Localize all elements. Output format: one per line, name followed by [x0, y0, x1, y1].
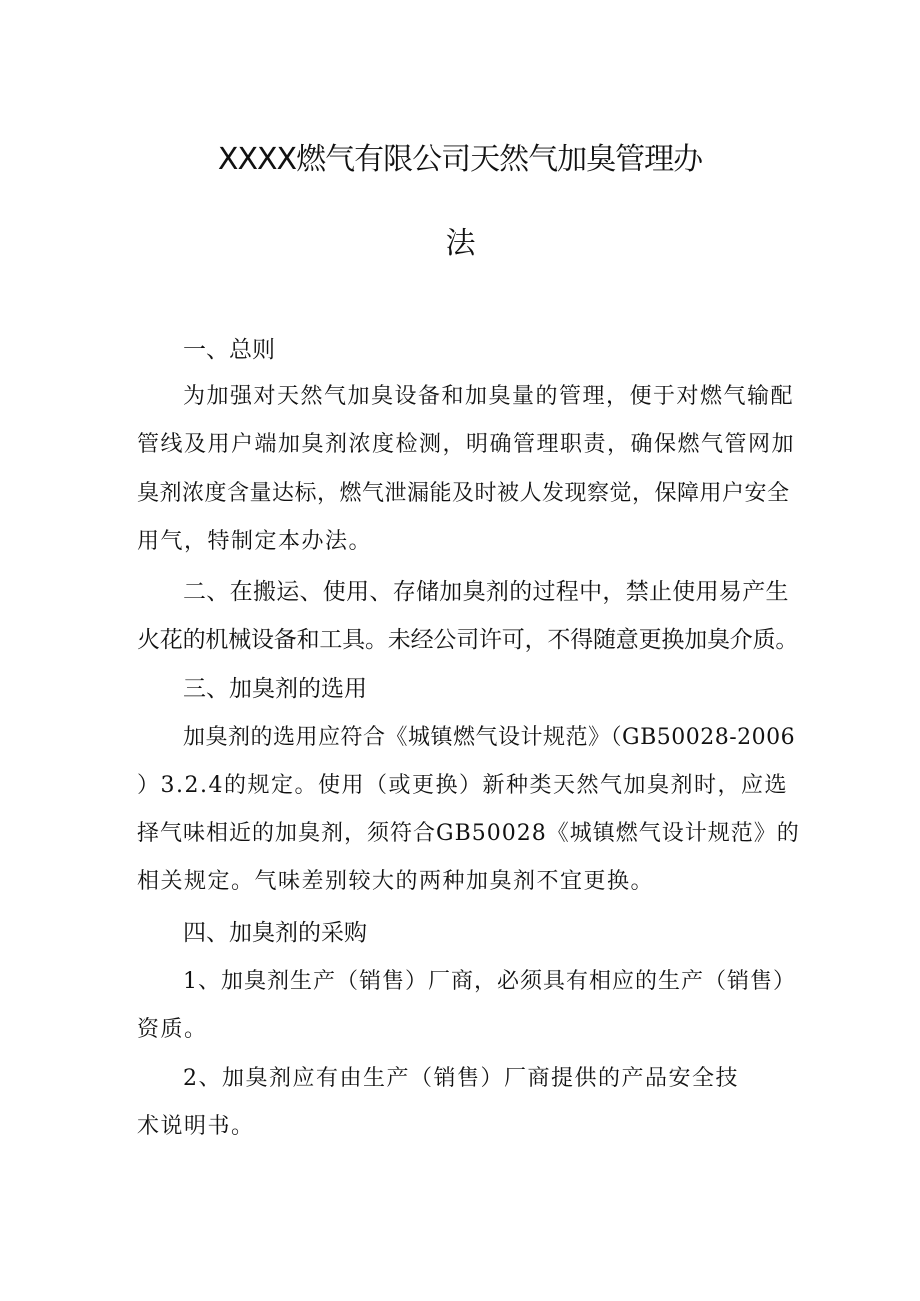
section-1-line-1: 为加强对天然气加臭设备和加臭量的管理，便于对燃气输配 — [183, 384, 795, 409]
section-4-line-4: 术说明书。 — [137, 1114, 255, 1139]
section-1-heading: 一、总则 — [183, 337, 275, 363]
section-3-line-3: 择气味相近的加臭剂，须符合GB50028《城镇燃气设计规范》的 — [137, 821, 800, 846]
section-3-line-2: ）3.2.4的规定。使用（或更换）新种类天然气加臭剂时，应选 — [137, 773, 788, 798]
section-3-line-1: 加臭剂的选用应符合《城镇燃气设计规范》（GB50028-2006 — [183, 725, 796, 750]
section-4-line-3: 2、加臭剂应有由生产（销售）厂商提供的产品安全技 — [183, 1066, 739, 1091]
section-4-heading: 四、加臭剂的采购 — [183, 920, 367, 946]
section-2-line-1: 二、在搬运、使用、存储加臭剂的过程中，禁止使用易产生 — [183, 579, 789, 605]
section-4-line-2: 资质。 — [137, 1017, 208, 1042]
section-1-line-4: 用气，特制定本办法。 — [137, 529, 373, 554]
section-3-line-4: 相关规定。气味差别较大的两种加臭剂不宜更换。 — [137, 869, 655, 894]
section-1-line-2: 管线及用户端加臭剂浓度检测，明确管理职责，确保燃气管网加 — [137, 432, 796, 457]
document-title-line-2: 法 — [445, 226, 475, 261]
section-3-heading: 三、加臭剂的选用 — [183, 676, 367, 702]
section-2-line-2: 火花的机械设备和工具。未经公司许可，不得随意更换加臭介质。 — [137, 627, 799, 653]
document-title-line-1: XXXX燃气有限公司天然气加臭管理办 — [217, 142, 703, 177]
section-1-line-3: 臭剂浓度含量达标，燃气泄漏能及时被人发现察觉，保障用户安全 — [137, 481, 790, 506]
section-4-line-1: 1、加臭剂生产（销售）厂商，必须具有相应的生产（销售） — [183, 969, 796, 994]
